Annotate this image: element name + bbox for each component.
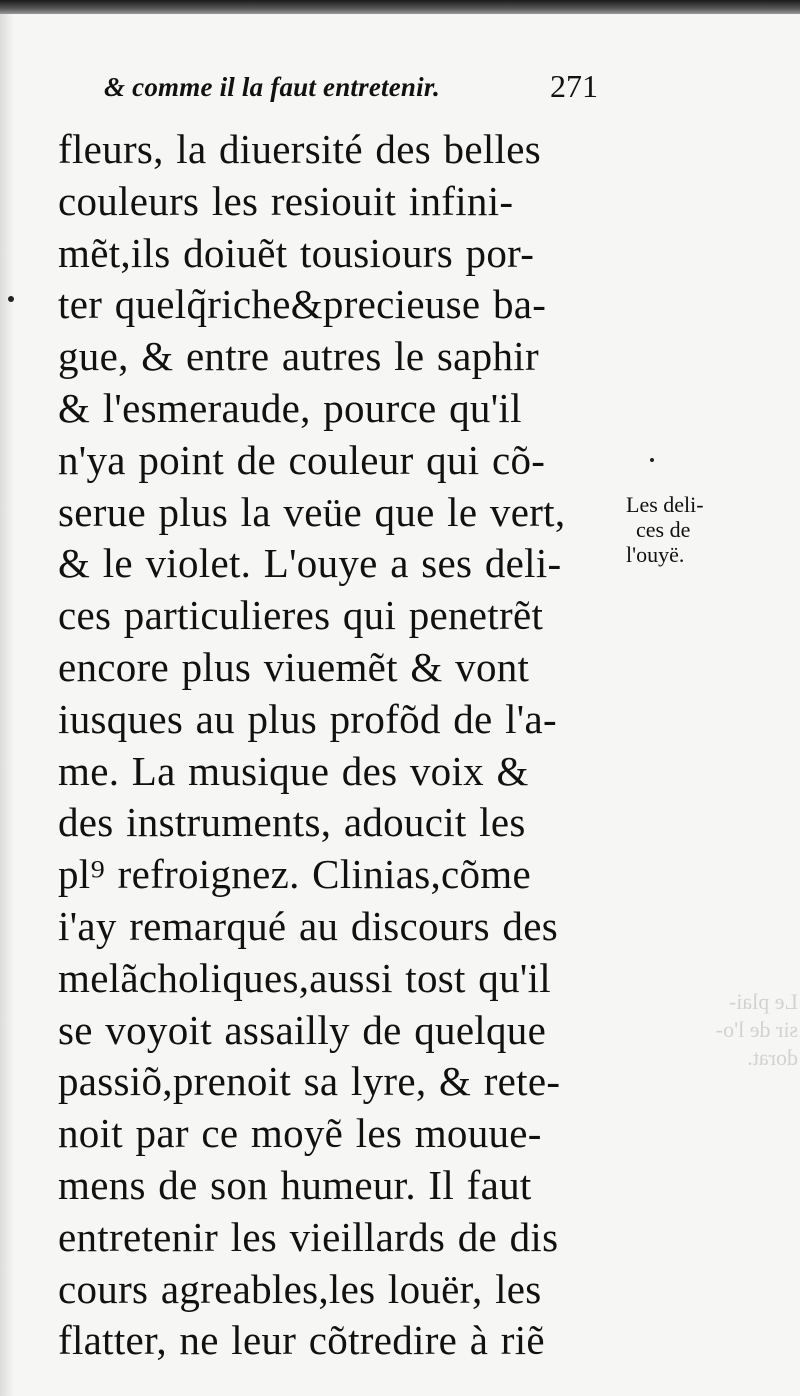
text-line: passiõ,prenoit sa lyre, & rete- [58,1058,561,1105]
text-line: i'ay remarqué au discours des [58,902,558,949]
ink-speck [650,458,654,462]
text-line: noit par ce moyẽ les mouue- [58,1110,542,1157]
show-through-line: Le plai- [728,989,798,1014]
text-line: serue plus la veüe que le vert, [58,488,566,535]
marginal-note-line: ces de [636,517,691,542]
text-line: cours agreables,les louër, les [58,1265,542,1312]
text-line: me. La musique des voix & [58,747,529,794]
text-line: melãcholiques,aussi tost qu'il [58,954,551,1001]
text-line: ces particulieres qui penetrẽt [58,592,544,639]
text-line: encore plus viuemẽt & vont [58,643,530,690]
ink-speck [8,296,14,302]
page-number: 271 [550,68,598,104]
text-line: couleurs les resiouit infini- [58,177,514,224]
show-through-line: dorat. [747,1045,798,1070]
text-line: pl⁹ refroignez. Clinias,cõme [58,851,531,898]
text-line: gue, & entre autres le saphir [58,333,539,380]
text-line: se voyoit assailly de quelque [58,1006,547,1053]
show-through-note [668,988,798,1072]
body-text [58,124,628,1367]
text-line: & l'esmeraude, pource qu'il [58,384,522,431]
text-line: mens de son humeur. Il faut [58,1161,532,1208]
text-line: fleurs, la diuersité des belles [58,126,541,172]
running-header [104,68,624,112]
marginal-note-line: Les deli- [626,492,704,517]
text-line: iusques au plus profõd de l'a- [58,695,557,742]
show-through-line: sir de l'o- [715,1017,798,1042]
text-line: entretenir les vieillards de dis [58,1213,559,1260]
text-line: ter quelq̃riche&precieuse ba- [58,281,547,328]
text-line: n'ya point de couleur qui cõ- [58,436,546,483]
marginal-note-line: l'ouyë. [626,542,685,567]
page-gutter-shade [0,14,14,1396]
text-line: des instruments, adoucit les [58,799,526,846]
text-line: flatter, ne leur cõtredire à riẽ [58,1317,545,1364]
running-title: & comme il la faut entretenir. [104,72,440,102]
text-line: mẽt,ils doiuẽt tousiours por- [58,229,535,276]
text-line: & le violet. L'ouye a ses deli- [58,540,562,587]
marginal-note [626,492,756,567]
